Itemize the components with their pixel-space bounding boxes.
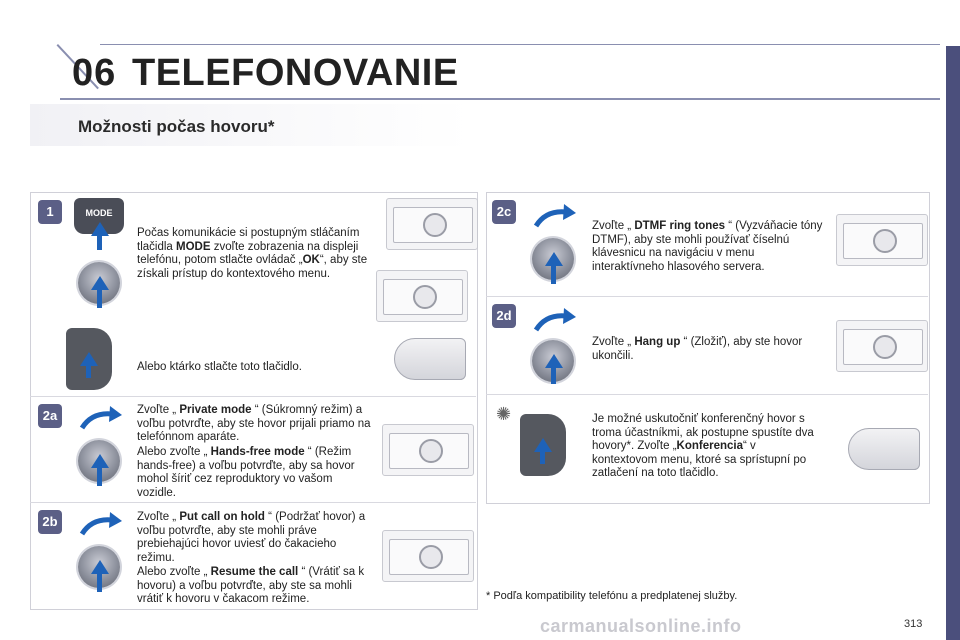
radio-unit-illustration — [836, 320, 928, 372]
step-2c-text — [592, 220, 824, 274]
step-1-text-part: “, aby ste získali prístup do kontextového menu. — [137, 254, 368, 280]
arrow-up-icon — [540, 450, 545, 464]
right-divider-2 — [486, 394, 928, 395]
right-divider-1 — [486, 296, 928, 297]
step-2b-text-part: “ (Podržať hovor) a voľbu potvrďte, aby ste mohli práve prebiehajúci hovor uviesť do čakacieho režimu. — [137, 511, 366, 564]
chapter-number: 06 — [72, 52, 117, 94]
tip-sun-icon: ✺ — [496, 404, 512, 424]
footnote: * Podľa kompatibility telefónu a predplatenej služby. — [486, 590, 738, 602]
curved-arrow-icon — [78, 406, 122, 432]
arrow-up-icon — [91, 222, 109, 236]
left-divider-2 — [30, 502, 476, 503]
step-2a-text-1 — [137, 404, 373, 445]
step-badge-2a: 2a — [38, 404, 62, 428]
watermark: carmanualsonline.info — [540, 616, 742, 636]
step-2a-option-private: Private mode — [179, 404, 252, 416]
step-2b-option-resume: Resume the call — [210, 566, 299, 578]
header-top-rule — [100, 44, 940, 45]
arrow-up-icon — [80, 352, 98, 366]
arrow-up-icon — [86, 364, 91, 378]
step-2d-text-part: “ (Zložiť), aby ste hovor ukončili. — [592, 336, 803, 362]
arrow-up-icon — [91, 454, 109, 468]
arrow-up-icon — [534, 438, 552, 452]
arrow-up-icon — [91, 276, 109, 290]
curved-arrow-icon — [78, 512, 122, 538]
steering-stalk-illustration — [848, 428, 920, 470]
step-1-text — [137, 227, 369, 281]
step-1-alt-text: Alebo ktárko stlačte toto tlačidlo. — [137, 361, 302, 373]
step-2a-text-part: Zvoľte „ — [137, 404, 180, 416]
curved-arrow-icon — [532, 204, 576, 230]
radio-unit-illustration — [382, 424, 474, 476]
tip-text-part: “ v kontextovom menu, ktoré sa sprístupní po zatlačení na toto tlačidlo. — [592, 440, 807, 479]
tip-option-conference: Konferencia — [676, 440, 743, 452]
step-badge-2d: 2d — [492, 304, 516, 328]
step-2a-text-part: Alebo zvoľte „ — [137, 446, 211, 458]
step-2a-text-part: “ (Súkromný režim) a voľbu potvrďte, aby ste hovor prijali priamo na telefónnom aparáte. — [137, 404, 371, 443]
radio-unit-illustration — [376, 270, 468, 322]
step-1-text-bold: MODE — [176, 240, 211, 253]
radio-unit-illustration — [386, 198, 478, 250]
arrow-up-icon — [545, 252, 563, 266]
step-2b-option-hold: Put call on hold — [179, 511, 265, 523]
step-2a-text-part: “ (Režim hands-free) a voľbu potvrďte, aby sa hovor mohol šíriť cez reproduktory vo vašom vozidle. — [137, 446, 355, 499]
arrow-up-icon — [91, 560, 109, 574]
chapter-title: TELEFONOVANIE — [132, 52, 459, 94]
step-2b-text-part: “ (Vrátiť sa k hovoru) a voľbu potvrďte, aby ste sa mohli vrátiť k hovoru v čakacom režime. — [137, 566, 365, 605]
header-bottom-rule — [60, 98, 940, 100]
steering-stalk-illustration — [394, 338, 466, 380]
curved-arrow-icon — [532, 308, 576, 334]
step-2d-text — [592, 336, 824, 363]
step-1-text-part: zvoľte zobrazenia na displeji telefónu, potom stlačte ovládač „ — [137, 240, 359, 266]
chapter-side-tab — [946, 46, 960, 640]
radio-unit-illustration — [382, 530, 474, 582]
step-1-text-bold: OK — [302, 254, 320, 266]
step-2b-text-part: Alebo zvoľte „ — [137, 566, 211, 578]
tip-text-part: Je možné uskutočniť konferenčný hovor s troma účastníkmi, ak postupne spustíte dva hovory*. Zvoľte „ — [592, 413, 814, 452]
step-2b-text-part: Zvoľte „ — [137, 511, 180, 523]
tip-text — [592, 413, 824, 481]
left-divider-1 — [30, 396, 476, 397]
step-2a-text-2 — [137, 446, 373, 500]
step-2a-option-handsfree: Hands-free mode — [210, 446, 305, 458]
step-badge-1: 1 — [38, 200, 62, 224]
step-2c-option-dtmf: DTMF ring tones — [634, 220, 726, 232]
radio-unit-illustration — [836, 214, 928, 266]
step-badge-2c: 2c — [492, 200, 516, 224]
step-badge-2b: 2b — [38, 510, 62, 534]
step-2d-text-part: Zvoľte „ — [592, 336, 635, 348]
step-2d-option-hangup: Hang up — [634, 336, 681, 348]
arrow-up-icon — [545, 354, 563, 368]
mode-button-illustration: MODE — [74, 198, 124, 234]
step-2b-text-2 — [137, 566, 373, 607]
step-1-text-part: Počas komunikácie si postupným stláčaním tlačidla — [137, 227, 360, 253]
page-number: 313 — [904, 618, 923, 630]
section-subtitle: Možnosti počas hovoru* — [78, 117, 275, 136]
step-2c-text-part: Zvoľte „ — [592, 220, 635, 232]
step-2c-text-part: “ (Vyzváňacie tóny DTMF), aby ste mohli používať číselnú klávesnicu na navigáciu v menu interaktívneho hlasového servera. — [592, 220, 823, 273]
step-2b-text-1 — [137, 511, 373, 565]
